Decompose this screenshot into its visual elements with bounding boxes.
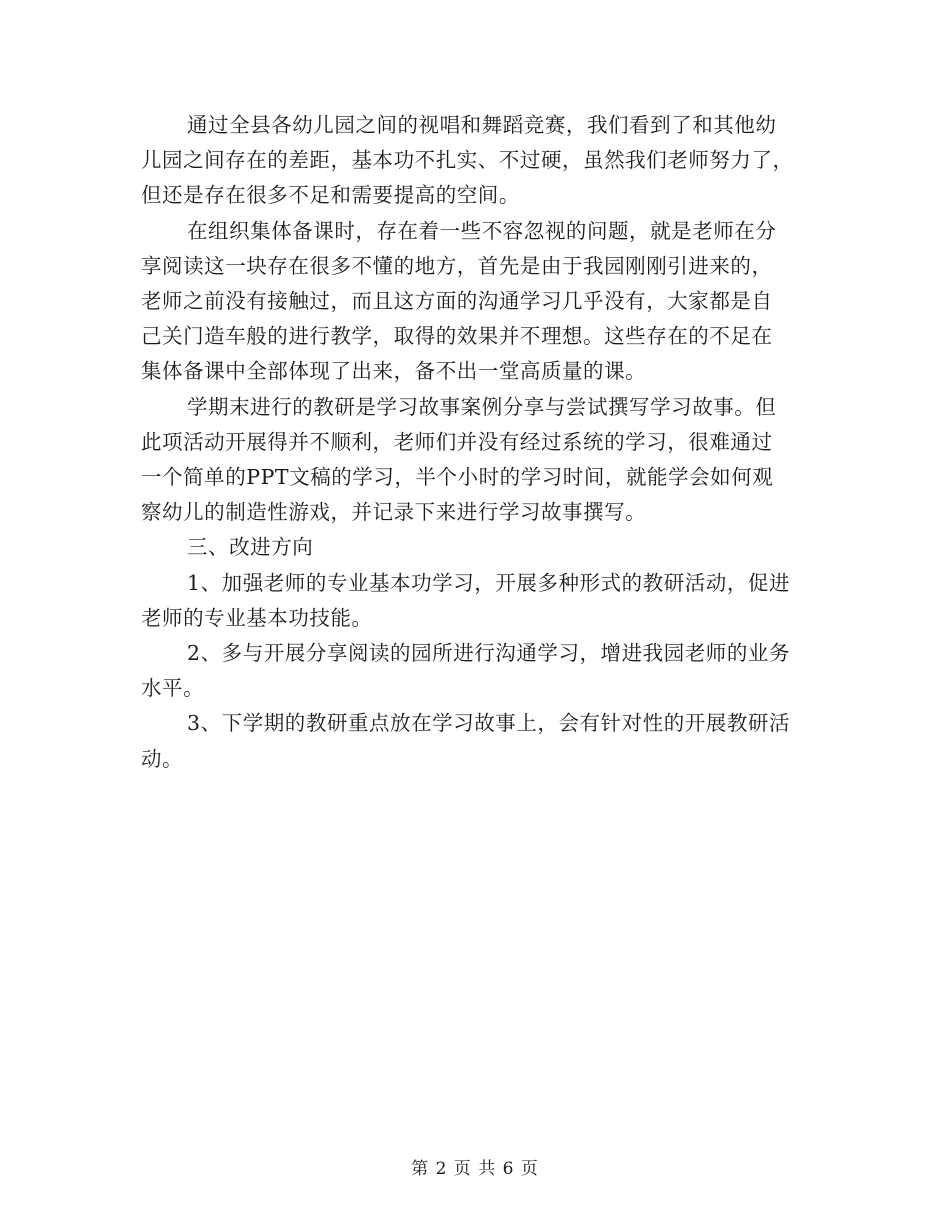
list-item-1 [141, 566, 809, 636]
paragraph-line: 动。 [141, 746, 184, 771]
paragraph-3 [141, 390, 809, 531]
paragraph-line: 集体备课中全部体现了出来，备不出一堂高质量的课。 [141, 359, 647, 384]
paragraph-line: 但还是存在很多不足和需要提高的空间。 [141, 183, 520, 208]
paragraph-line: 通过全县各幼儿园之间的视唱和舞蹈竞赛，我们看到了和其他幼 [187, 113, 777, 137]
paragraph-2 [141, 214, 809, 390]
list-item-2 [141, 636, 809, 706]
paragraph-1 [141, 108, 809, 214]
paragraph-line: 1、加强老师的专业基本功学习，开展多种形式的教研活动，促进 [187, 570, 790, 595]
paragraph-line: 3、下学期的教研重点放在学习故事上，会有针对性的开展教研活 [187, 711, 790, 736]
section-heading-text: 三、改进方向 [187, 535, 314, 560]
paragraph-line: 察幼儿的制造性游戏，并记录下来进行学习故事撰写。 [141, 500, 647, 525]
document-body [141, 108, 809, 777]
paragraph-line: 学期末进行的教研是学习故事案例分享与尝试撰写学习故事。但 [187, 394, 777, 419]
paragraph-line: 儿园之间存在的差距，基本功不扎实、不过硬，虽然我们老师努力了， [141, 148, 794, 173]
paragraph-line: 在组织集体备课时，存在着一些不容忽视的问题，就是老师在分 [187, 218, 777, 243]
paragraph-line: 老师的专业基本功技能。 [141, 605, 373, 630]
page-number-footer: 第 2 页 共 6 页 [411, 1159, 539, 1179]
paragraph-line: 老师之前没有接触过，而且这方面的沟通学习几乎没有，大家都是自 [141, 289, 773, 314]
paragraph-line: 享阅读这一块存在很多不懂的地方，首先是由于我园刚刚引进来的， [141, 253, 773, 278]
section-heading [141, 530, 809, 565]
paragraph-line: 此项活动开展得并不顺利，老师们并没有经过系统的学习，很难通过 [141, 429, 773, 454]
paragraph-line: 2、多与开展分享阅读的园所进行沟通学习，增进我园老师的业务 [187, 641, 790, 666]
paragraph-line: 水平。 [141, 676, 205, 701]
paragraph-line: 一个简单的PPT文稿的学习，半个小时的学习时间，就能学会如何观 [141, 465, 774, 490]
paragraph-line: 己关门造车般的进行教学，取得的效果并不理想。这些存在的不足在 [141, 324, 773, 349]
list-item-3 [141, 706, 809, 776]
